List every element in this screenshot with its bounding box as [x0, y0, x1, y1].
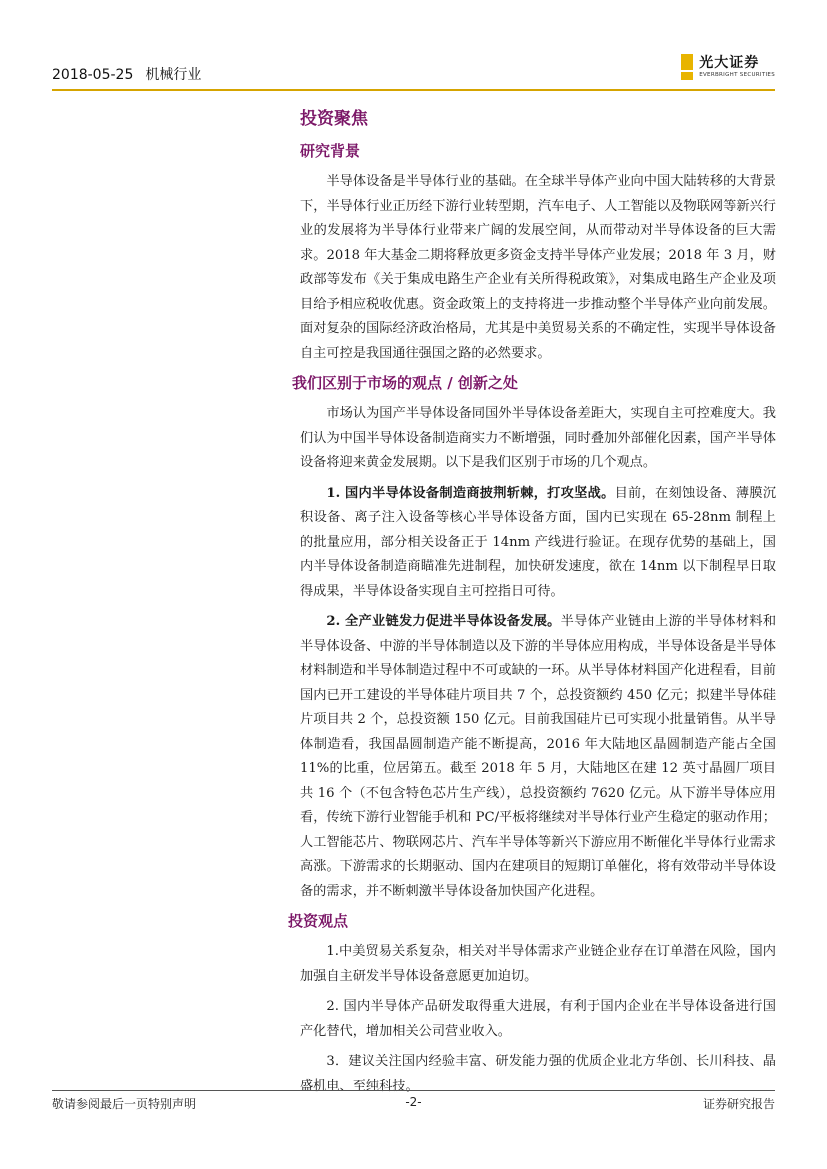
main-content: [288, 104, 777, 1105]
difference-point-1: [300, 482, 776, 605]
section-title-views: 投资观点: [288, 912, 349, 930]
point-1-lead: 1. 国内半导体设备制造商披荆斩棘，打攻坚战。: [326, 485, 615, 501]
logo-text-cn: 光大证券: [699, 54, 760, 71]
industry-label: 机械行业: [145, 67, 202, 83]
difference-intro: 市场认为国产半导体设备同国外半导体设备差距大，实现自主可控难度大。我们认为中国半导体设备制造商实力不断增强，同时叠加外部催化因素，国产半导体设备将迎来黄金发展期。以下是我们区别于市场的几个观点。: [300, 406, 776, 470]
report-date: 2018-05-25: [52, 67, 134, 83]
disclaimer-note: 敬请参阅最后一页特别声明: [52, 1097, 197, 1111]
view-item-1: 1.中美贸易关系复杂，相关对半导体需求产业链企业存在订单潜在风险，国内加强自主研发半导体设备意愿更加迫切。: [300, 944, 776, 984]
page-header: [52, 46, 775, 88]
report-type: 证券研究报告: [702, 1097, 775, 1111]
section-title-difference: 我们区别于市场的观点 / 创新之处: [292, 374, 518, 392]
logo-mark-icon: [681, 54, 693, 80]
background-paragraph: 半导体设备是半导体行业的基础。在全球半导体产业向中国大陆转移的大背景下，半导体行业正历经下游行业转型期，汽车电子、人工智能以及物联网等新兴行业的发展将为半导体行业带来广阔的发展空间，从而带动对半导体设备的巨大需求。2018 年大基金二期将释放更多资金支持半导体产业发展；2018 年 3 月，财政部等发布《关于集成电路生产企业有关所得税政策》，对集成电路生产企业及项目给予相应税收优惠。资金政策上的支持将进一步推动整个半导体产业向前发展。面对复杂的国际经济政治格局，尤其是中美贸易关系的不确定性，实现半导体设备自主可控是我国通往强国之路的必然要求。: [300, 174, 776, 361]
view-item-3: 3．建议关注国内经验丰富、研发能力强的优质企业北方华创、长川科技、晶盛机电、至纯科技。: [300, 1054, 776, 1094]
difference-point-2: [300, 610, 776, 904]
page-title: 投资聚焦: [300, 109, 368, 129]
view-item-2: 2. 国内半导体产品研发取得重大进展，有利于国内企业在半导体设备进行国产化替代，增加相关公司营业收入。: [300, 999, 776, 1039]
header-divider: [52, 89, 775, 91]
footer-divider: [52, 1090, 775, 1091]
point-1-body: 目前，在刻蚀设备、薄膜沉积设备、离子注入设备等核心半导体设备方面，国内已实现在 65-28nm 制程上的批量应用，部分相关设备正于 14nm 产线进行验证。在现存优势的基础上，国内半导体设备制造商瞄准先进制程，加快研发速度，欲在 14nm 以下制程早日取得成果，半导体设备实现自主可控指日可待。: [300, 485, 777, 599]
page-footer: [52, 1095, 775, 1113]
page-number: -2-: [405, 1095, 422, 1109]
section-title-background: 研究背景: [300, 142, 361, 160]
point-2-lead: 2. 全产业链发力促进半导体设备发展。: [326, 614, 561, 629]
company-logo: [681, 52, 775, 82]
logo-text-en: EVERBRIGHT SECURITIES: [699, 71, 775, 78]
point-2-body: 半导体产业链由上游的半导体材料和半导体设备、中游的半导体制造以及下游的半导体应用构成，半导体设备是半导体材料制造和半导体制造过程中不可或缺的一环。从半导体材料国产化进程看，目前国内已开工建设的半导体硅片项目共 7 个，总投资额约 450 亿元；拟建半导体硅片项目共 2 个，总投资额 150 亿元。目前我国硅片已可实现小批量销售。从半导体制造看，我国晶圆制造产能不断提高，2016 年大陆地区晶圆制造产能占全国 11%的比重，位居第五。截至 2018 年 5 月，大陆地区在建 12 英寸晶圆厂项目共 16 个（不包含特色芯片生产线），总投资额约 7620 亿元。从下游半导体应用看，传统下游行业智能手机和 PC/平板将继续对半导体行业产生稳定的驱动作用；人工智能芯片、物联网芯片、汽车半导体等新兴下游应用不断催化半导体行业需求高涨。下游需求的长期驱动、国内在建项目的短期订单催化，将有效带动半导体设备的需求，并不断刺激半导体设备加快国产化进程。: [300, 614, 777, 899]
header-meta: [52, 64, 201, 84]
